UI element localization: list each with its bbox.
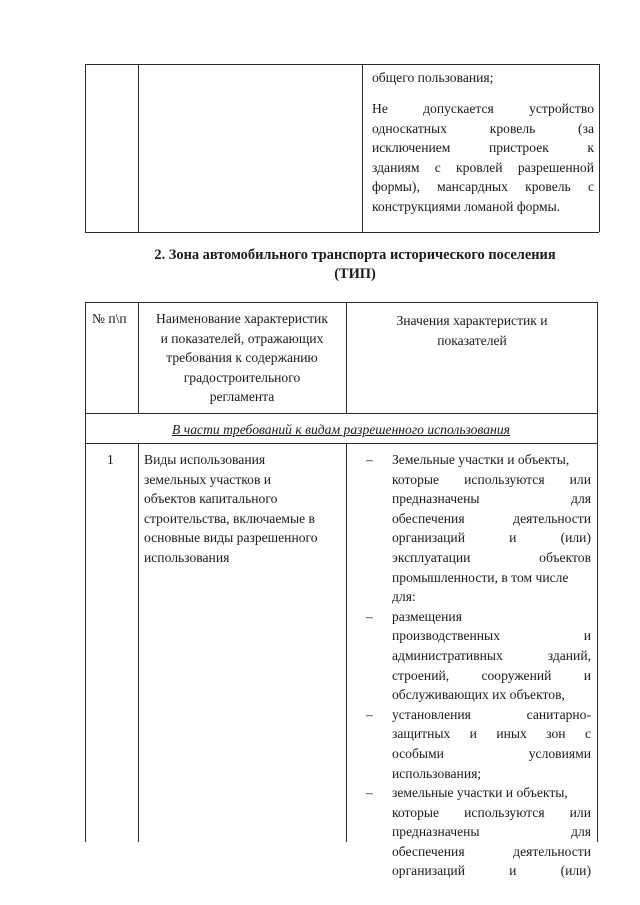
- dash-bullet: –: [366, 785, 373, 801]
- dash-bullet: –: [366, 608, 373, 624]
- value-list-line: обслуживающих их объектов,: [392, 687, 565, 703]
- row-name-line: использования: [144, 549, 230, 565]
- dash-bullet: –: [366, 706, 373, 722]
- header-values-line: показателей: [437, 332, 507, 348]
- fragment-paragraph-line: Не допускается устройство: [372, 101, 594, 116]
- value-list-line: предназначены для: [392, 491, 591, 507]
- fragment-paragraph-line: конструкциями ломаной формы.: [372, 198, 561, 214]
- fragment-paragraph-line: формы), мансардных кровель с: [372, 179, 594, 195]
- header-name-line: и показателей, отражающих: [160, 330, 324, 346]
- value-list-line: организаций и (или): [392, 530, 591, 546]
- section-title-line2: (ТИП): [334, 266, 376, 282]
- subheader-bottom-border: [85, 443, 597, 444]
- value-list-item: [366, 607, 591, 705]
- value-list-line: которые используются или: [392, 471, 591, 487]
- table-top-border: [85, 302, 597, 303]
- value-list-line: установления санитарно-: [392, 706, 591, 722]
- value-list-line: обеспечения деятельности: [392, 843, 591, 859]
- row-name: [144, 450, 344, 568]
- value-list-line: для:: [392, 589, 416, 605]
- bottom-border: [85, 232, 599, 233]
- value-list-line: строений, сооружений и: [392, 667, 591, 683]
- row-values-list: [366, 450, 591, 881]
- value-list-line: размещения: [392, 608, 462, 624]
- dash-bullet: –: [366, 452, 373, 467]
- value-list-item: [366, 450, 591, 607]
- fragment-paragraph-line: односкатных кровель (за: [372, 120, 594, 136]
- header-name: [142, 309, 342, 407]
- row-name-line: земельных участков и: [144, 471, 272, 487]
- table-right-border: [597, 302, 598, 842]
- header-name-line: градостроительного: [183, 369, 301, 385]
- body-col-border-2: [346, 443, 347, 842]
- header-values: [350, 311, 594, 350]
- header-name-line: требования к содержанию: [166, 350, 318, 366]
- header-values-line: Значения характеристик и: [396, 313, 548, 328]
- col-border-4: [599, 64, 600, 232]
- value-list-item: [366, 705, 591, 783]
- value-list-line: которые используются или: [392, 804, 591, 820]
- header-name-line: Наименование характеристик: [156, 311, 328, 326]
- fragment-paragraph-line: зданиям с кровлей разрешенной: [372, 159, 594, 175]
- col-border-2: [138, 64, 139, 232]
- row-name-line: Виды использования: [144, 452, 266, 467]
- row-number: 1: [107, 452, 114, 467]
- section-title-line1: 2. Зона автомобильного транспорта исторического поселения: [154, 247, 556, 263]
- value-list-line: земельные участки и объекты,: [392, 785, 568, 801]
- section-subheader: В части требований к видам разрешенного использования: [172, 422, 510, 437]
- value-list-line: производственных и: [392, 628, 591, 644]
- value-list-line: защитных и иных зон с: [392, 726, 591, 742]
- col-border-3: [362, 64, 363, 232]
- fragment-paragraph: [372, 99, 594, 217]
- value-list-line: особыми условиями: [392, 745, 591, 761]
- row-name-line: основные виды разрешенного: [144, 530, 318, 546]
- section-title: [120, 246, 590, 284]
- fragment-paragraph-line: исключением пристроек к: [372, 140, 594, 156]
- header-bottom-border: [85, 413, 597, 414]
- header-name-line: регламента: [209, 389, 275, 405]
- body-col-border-1: [138, 443, 139, 842]
- value-list-line: административных зданий,: [392, 647, 591, 663]
- value-list-item: [366, 783, 591, 881]
- top-border: [85, 64, 599, 65]
- header-col-border-2: [346, 302, 347, 413]
- value-list-line: организаций и (или): [392, 863, 591, 879]
- value-list-line: использования;: [392, 765, 482, 781]
- value-list-line: предназначены для: [392, 824, 591, 840]
- header-number: № п\п: [92, 311, 127, 326]
- row-name-line: объектов капитального: [144, 491, 278, 507]
- value-list-line: промышленности, в том числе: [392, 569, 569, 585]
- value-list-line: эксплуатации объектов: [392, 549, 591, 565]
- value-list-line: Земельные участки и объекты,: [392, 452, 570, 467]
- table-left-border: [85, 302, 86, 842]
- fragment-line: общего пользования;: [372, 70, 494, 85]
- row-name-line: строительства, включаемые в: [144, 510, 315, 526]
- col-border-1: [85, 64, 86, 232]
- value-list-line: обеспечения деятельности: [392, 510, 591, 526]
- header-col-border-1: [138, 302, 139, 413]
